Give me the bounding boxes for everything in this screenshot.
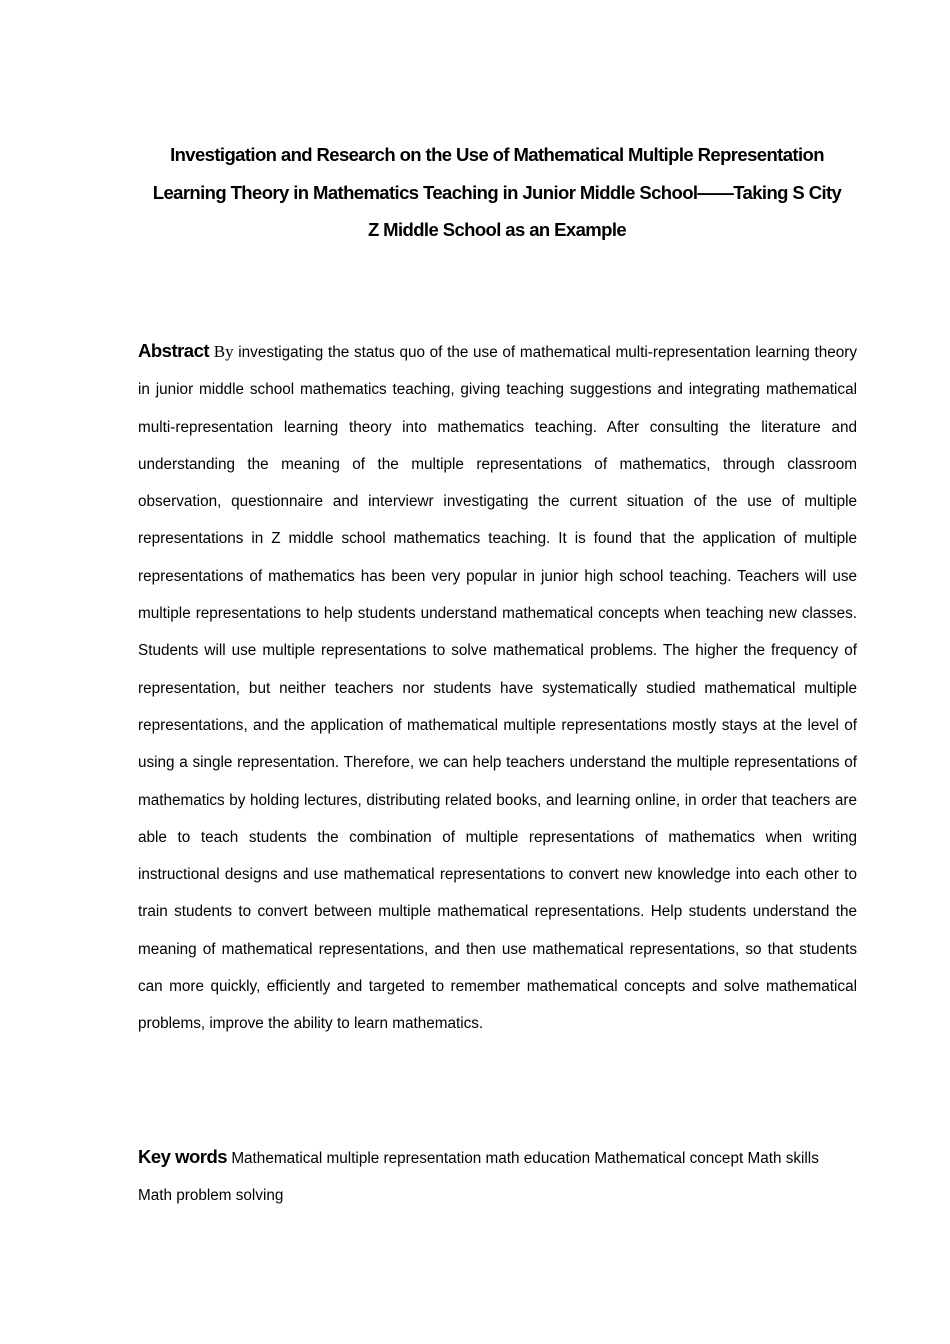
abstract-first-word: By <box>213 342 234 361</box>
abstract-text: investigating the status quo of the use of mathematical multi-representation learning theory in junior middle school mathematics teaching, giving teaching suggestions and integrating mathematical multi-representation learning theory into mathematics teaching. After consulting the literature and understanding the meaning of the multiple representations of mathematics, through classroom observation, questionnaire and interviewr investigating the current situation of the use of multiple representations in Z middle school mathematics teaching. It is found that the application of multiple representations of mathematics has been very popular in junior high school teaching. Teachers will use multiple representations to help students understand mathematical concepts when teaching new classes. Students will use multiple representations to solve mathematical problems. The higher the frequency of representation, but neither teachers nor students have systematically studied mathematical multiple representations, and the application of mathematical multiple representations mostly stays at the level of using a single representation. Therefore, we can help teachers understand the multiple representations of mathematics by holding lectures, distributing related books, and learning online, in order that teachers are able to teach students the combination of multiple representations of mathematics when writing instructional designs and use mathematical representations to convert new knowledge into each other to train students to convert between multiple mathematical representations. Help students understand the meaning of mathematical representations, and then use mathematical representations, so that students can more quickly, efficiently and targeted to remember mathematical concepts and solve mathematical problems, improve the ability to learn mathematics. <box>138 344 857 1033</box>
keyword-item: Mathematical multiple representation <box>231 1150 482 1167</box>
title-line-2: Learning Theory in Mathematics Teaching in Junior Middle School——Taking S City <box>152 181 842 203</box>
abstract-section <box>138 332 857 1043</box>
title-line-1: Investigation and Research on the Use of Mathematical Multiple Representation <box>170 144 824 165</box>
keyword-item: Math problem solving <box>138 1187 284 1205</box>
keywords-label: Key words <box>138 1146 228 1167</box>
keywords-section <box>138 1138 857 1215</box>
abstract-label: Abstract <box>138 340 210 361</box>
keyword-item: Mathematical concept <box>594 1150 744 1167</box>
keyword-item: Math skills <box>747 1150 819 1167</box>
keyword-item: math education <box>485 1150 591 1167</box>
paper-title <box>130 136 864 249</box>
title-line-3: Z Middle School as an Example <box>367 219 627 240</box>
